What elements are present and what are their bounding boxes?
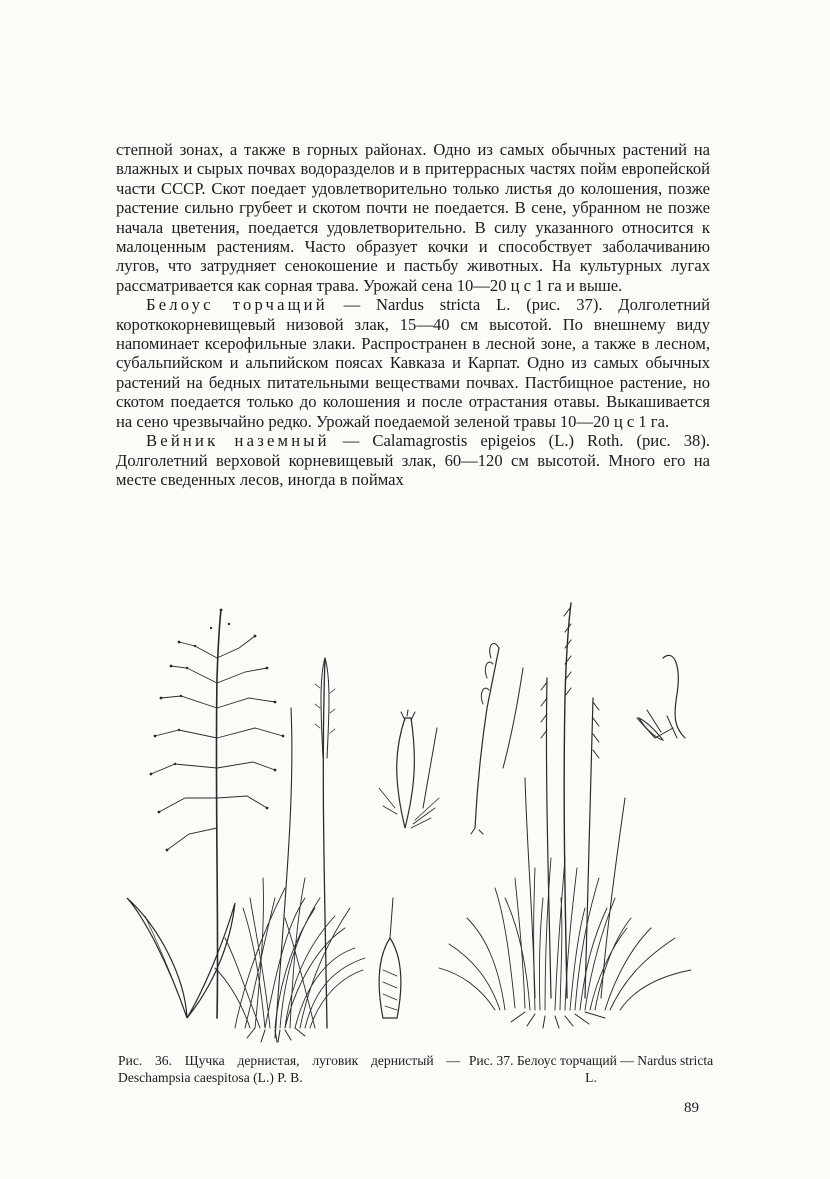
botanical-illustrations [115, 598, 715, 1043]
figure-37-caption: Рис. 37. Белоус торчащий — Nardus stricta L. [468, 1053, 714, 1085]
nardus-drawing [439, 603, 691, 1028]
paragraph-1: степной зонах, а также в горных районах. Одно из самых обычных растений на влажных и сырых почвах водоразделов и в притеррасных частях пойм европейской части СССР. Скот поедает удовлетворительно только листья до колошения, позже растение сильно грубеет и скотом почти не поедается. В сене, убранном не позже начала цветения, поедается удовлетворительно. В силу указанного относится к малоценным растениям. Часто образует кочки и способствует заболачиванию лугов, что затрудняет сенокошение и пастьбу животных. На культурных лугах рассматривается как сорная трава. Урожай сена 10—20 ц с 1 га и выше. [116, 140, 710, 295]
body-text [116, 140, 710, 489]
deschampsia-drawing [127, 609, 439, 1042]
botanical-illustration-plate [115, 598, 715, 1043]
page-number: 89 [684, 1100, 699, 1116]
paragraph-2 [116, 295, 710, 431]
paragraph-3 [116, 431, 710, 489]
figure-36-caption: Рис. 36. Щучка дернистая, луговик дернистый — Deschampsia caespitosa (L.) P. B. [118, 1053, 460, 1085]
paragraph-3-text: — Calamagrostis epigeios (L.) Roth. (рис. 38). Долголетний верховой корневищевый злак, 60—120 см высотой. Много его на месте сведенных лесов, иногда в поймах [116, 431, 710, 489]
paragraph-2-text: — Nardus stricta L. (рис. 37). Долголетний короткокорневищевый низовой злак, 15—40 см высотой. По внешнему виду напоминает ксерофильные злаки. Распространен в лесной зоне, а также в лесном, субальпийском и альпийском поясах Кавказа и Карпат. Одно из самых обычных растений на бедных питательными веществами почвах. Пастбищное растение, но скотом поедается только до колошения и после отрастания отавы. Выкашивается на сено чрезвычайно редко. Урожай поедаемой зеленой травы 10—20 ц с 1 га. [116, 295, 710, 431]
species-name-calamagrostis: Вейник наземный [146, 431, 330, 451]
species-name-nardus: Белоус торчащий [146, 295, 328, 315]
